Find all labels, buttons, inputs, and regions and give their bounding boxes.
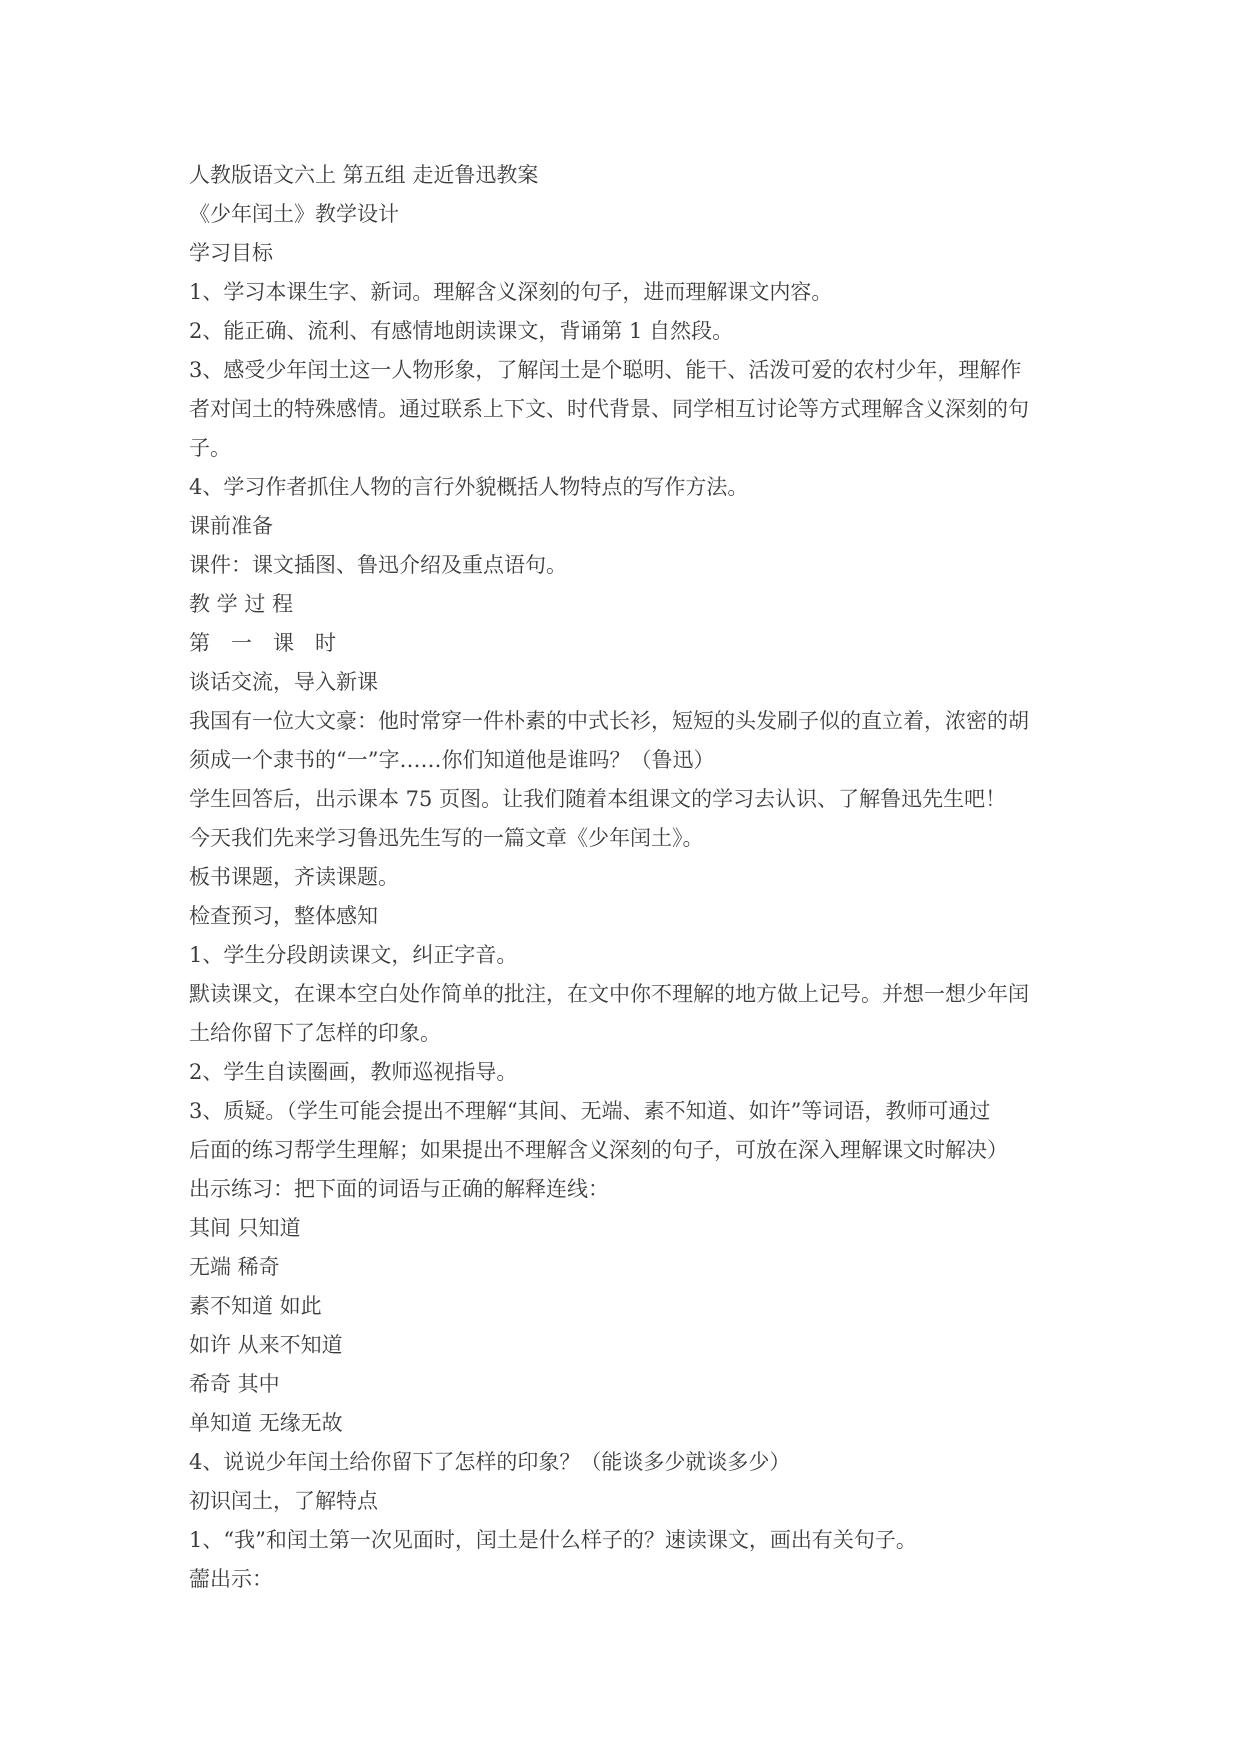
text-line: 我国有一位大文豪：他时常穿一件朴素的中式长衫，短短的头发刷子似的直立着，浓密的胡 xyxy=(189,709,1029,733)
vocab-item: 其间 只知道 xyxy=(189,1216,301,1240)
vocab-item: 无端 稀奇 xyxy=(189,1255,280,1279)
text-line: 课件：课文插图、鲁迅介绍及重点语句。 xyxy=(189,553,567,577)
text-line: 土给你留下了怎样的印象。 xyxy=(189,1021,441,1045)
text-line: 出示练习：把下面的词语与正确的解释连线： xyxy=(189,1177,609,1201)
vocab-item: 希奇 其中 xyxy=(189,1372,280,1396)
vocab-item: 如许 从来不知道 xyxy=(189,1333,343,1357)
vocab-item: 单知道 无缘无故 xyxy=(189,1411,343,1435)
section-heading: 第 一 课 时 xyxy=(189,631,336,655)
text-line: 今天我们先来学习鲁迅先生写的一篇文章《少年闰土》。 xyxy=(189,826,704,850)
text-line: 子。 xyxy=(189,436,231,460)
text-line: 后面的练习帮学生理解；如果提出不理解含义深刻的句子，可放在深入理解课文时解决） xyxy=(189,1138,1008,1162)
text-line: 蘦出示： xyxy=(189,1567,273,1591)
document-title: 人教版语文六上 第五组 走近鲁迅教案 xyxy=(189,163,539,187)
section-heading: 学习目标 xyxy=(189,241,273,265)
document-body xyxy=(189,156,1059,1599)
text-line: 4、学习作者抓住人物的言行外貌概括人物特点的写作方法。 xyxy=(189,475,749,499)
text-line: 2、能正确、流利、有感情地朗读课文，背诵第 1 自然段。 xyxy=(189,319,734,343)
text-line: 默读课文，在课本空白处作简单的批注，在文中你不理解的地方做上记号。并想一想少年闰 xyxy=(189,982,1029,1006)
text-line: 者对闰土的特殊感情。通过联系上下文、时代背景、同学相互讨论等方式理解含义深刻的句 xyxy=(189,397,1029,421)
section-heading: 初识闰土，了解特点 xyxy=(189,1489,378,1513)
text-line: 4、说说少年闰土给你留下了怎样的印象？（能谈多少就谈多少） xyxy=(189,1450,791,1474)
text-line: 须成一个隶书的“一”字……你们知道他是谁吗？（鲁迅） xyxy=(189,748,715,772)
text-line: 学生回答后，出示课本 75 页图。让我们随着本组课文的学习去认识、了解鲁迅先生吧！ xyxy=(189,787,1007,811)
section-heading: 教 学 过 程 xyxy=(189,592,294,616)
text-line: 3、质疑。（学生可能会提出不理解“其间、无端、素不知道、如许”等词语，教师可通过 xyxy=(189,1099,991,1123)
text-line: 1、学生分段朗读课文，纠正字音。 xyxy=(189,943,518,967)
vocab-item: 素不知道 如此 xyxy=(189,1294,322,1318)
text-line: 1、“我”和闰土第一次见面时，闰土是什么样子的？速读课文，画出有关句子。 xyxy=(189,1528,917,1552)
text-line: 3、感受少年闰土这一人物形象，了解闰土是个聪明、能干、活泼可爱的农村少年，理解作 xyxy=(189,358,1022,382)
text-line: 2、学生自读圈画，教师巡视指导。 xyxy=(189,1060,518,1084)
text-line: 1、学习本课生字、新词。理解含义深刻的句子，进而理解课文内容。 xyxy=(189,280,833,304)
section-heading: 检查预习，整体感知 xyxy=(189,904,378,928)
text-line: 板书课题，齐读课题。 xyxy=(189,865,399,889)
section-heading: 谈话交流，导入新课 xyxy=(189,670,378,694)
section-heading: 课前准备 xyxy=(189,514,273,538)
lesson-title: 《少年闰土》教学设计 xyxy=(189,202,399,226)
